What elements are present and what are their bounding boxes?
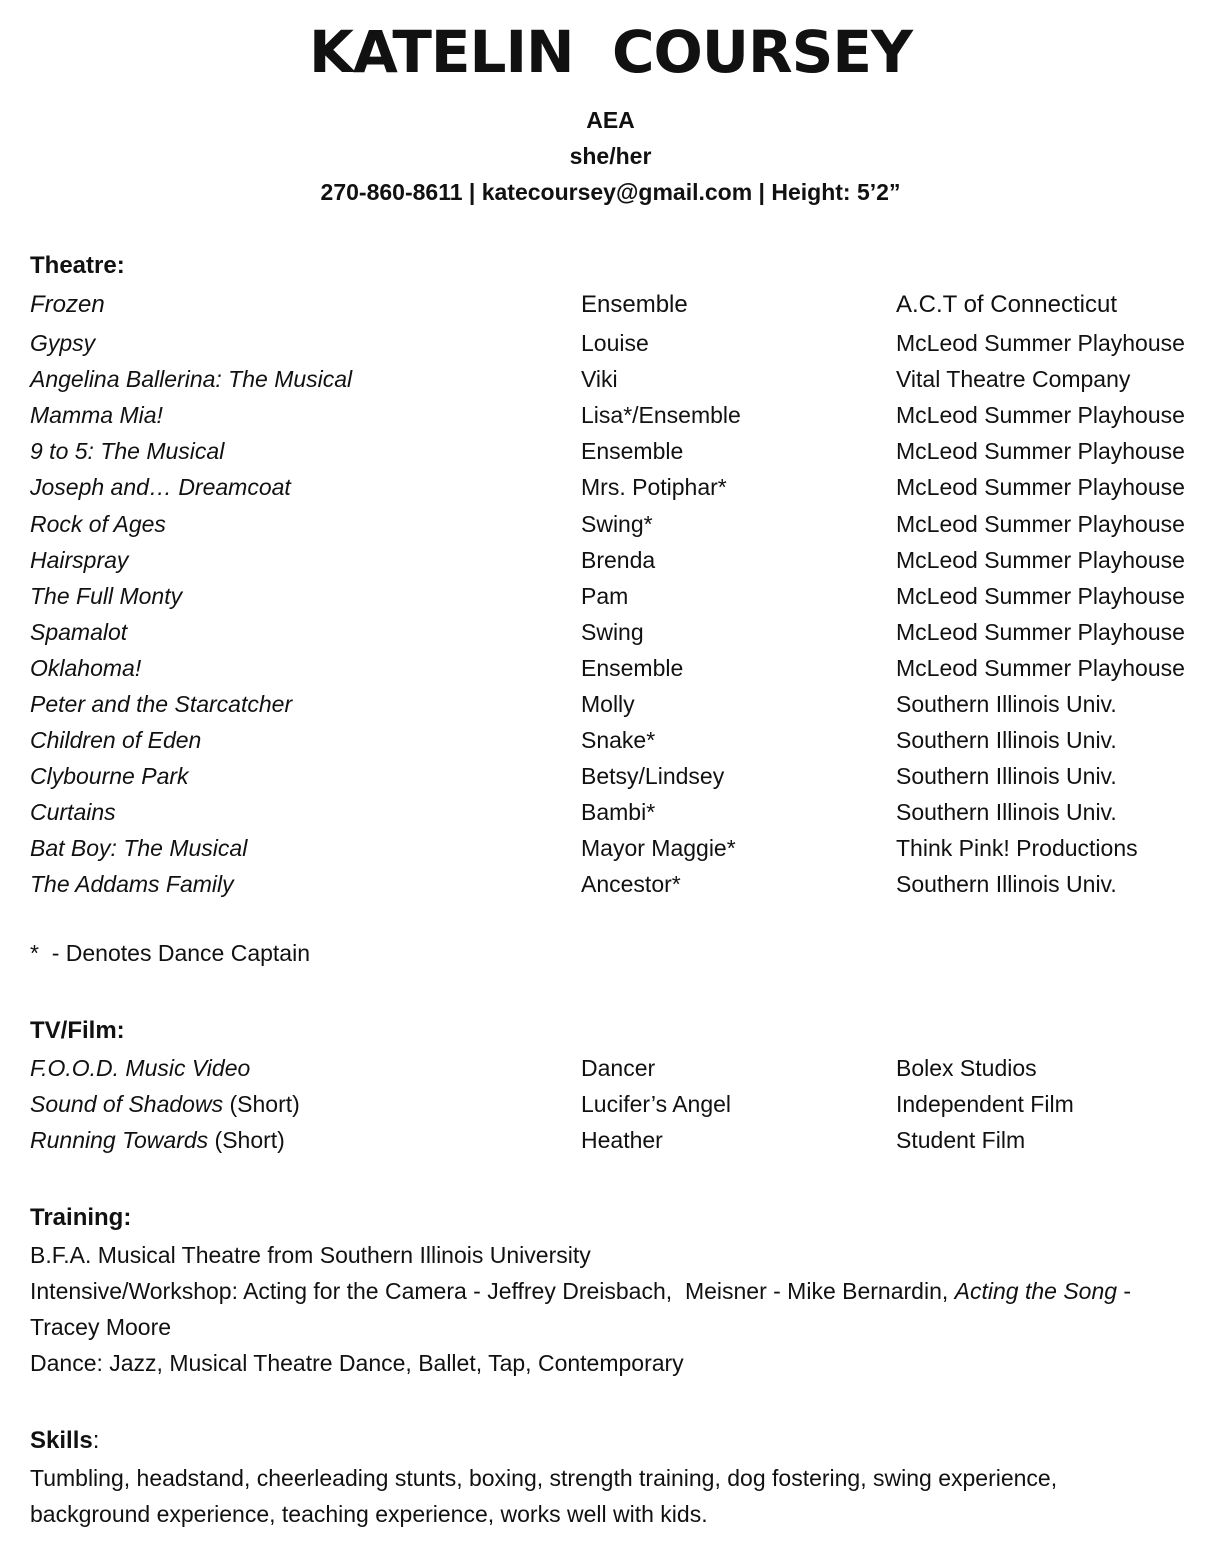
show-title: Clybourne Park — [30, 763, 189, 789]
company: A.C.T of Connecticut — [896, 291, 1117, 318]
role: Ensemble — [581, 655, 684, 681]
company: Vital Theatre Company — [896, 366, 1131, 392]
show-title: The Addams Family — [30, 871, 234, 897]
show-title: Spamalot — [30, 619, 128, 645]
theatre-row — [0, 506, 1221, 542]
role: Snake* — [581, 727, 656, 753]
show-title: Angelina Ballerina: The Musical — [30, 366, 353, 392]
title-cell — [30, 1086, 300, 1122]
tvfilm-row — [0, 1050, 1221, 1086]
company: McLeod Summer Playhouse — [896, 655, 1185, 681]
training-degree: B.F.A. Musical Theatre from Southern Illinois University — [30, 1242, 591, 1268]
show-title: Frozen — [30, 291, 105, 318]
theatre-row — [0, 433, 1221, 469]
workshop-text: Intensive/Workshop: Acting for the Camera - Jeffrey Dreisbach, Meisner - Mike Bernardin, — [30, 1278, 955, 1304]
skills-line-2: background experience, teaching experience, works well with kids. — [30, 1501, 708, 1527]
training-dance: Dance: Jazz, Musical Theatre Dance, Ballet, Tap, Contemporary — [30, 1350, 684, 1376]
role: Betsy/Lindsey — [581, 763, 725, 789]
workshop-separator: - — [1117, 1278, 1132, 1304]
theatre-row — [0, 578, 1221, 614]
show-title: Gypsy — [30, 330, 96, 356]
film-format: (Short) — [223, 1091, 300, 1117]
contact-line: 270-860-8611 | katecoursey@gmail.com | Height: 5’2” — [320, 179, 901, 205]
union-affiliation: AEA — [586, 107, 635, 133]
company: Think Pink! Productions — [896, 835, 1138, 861]
show-title: Joseph and… Dreamcoat — [30, 474, 291, 500]
training-workshops — [30, 1273, 1131, 1309]
show-title: Peter and the Starcatcher — [30, 691, 293, 717]
training-heading: Training: — [30, 1204, 132, 1231]
theatre-row — [0, 397, 1221, 433]
company: Independent Film — [896, 1091, 1074, 1117]
theatre-row — [0, 650, 1221, 686]
workshop-course: Acting the Song — [954, 1278, 1118, 1304]
company: McLeod Summer Playhouse — [896, 474, 1185, 500]
theatre-row — [0, 722, 1221, 758]
theatre-heading: Theatre: — [30, 252, 125, 279]
role: Ensemble — [581, 438, 684, 464]
show-title: Mamma Mia! — [30, 402, 163, 428]
performer-name: KATELIN COURSEY — [309, 18, 912, 86]
role: Ancestor* — [581, 871, 681, 897]
role: Ensemble — [581, 291, 688, 318]
skills-line-1: Tumbling, headstand, cheerleading stunts, boxing, strength training, dog fostering, swing experience, — [30, 1465, 1058, 1491]
role: Lucifer’s Angel — [581, 1091, 732, 1117]
theatre-row — [0, 830, 1221, 866]
film-format: (Short) — [208, 1127, 285, 1153]
company: McLeod Summer Playhouse — [896, 438, 1185, 464]
company: McLeod Summer Playhouse — [896, 330, 1185, 356]
theatre-row — [0, 325, 1221, 361]
dance-captain-footnote: * - Denotes Dance Captain — [30, 940, 310, 966]
role: Mayor Maggie* — [581, 835, 736, 861]
theatre-row — [0, 866, 1221, 902]
theatre-row — [0, 287, 1221, 323]
pronouns: she/her — [569, 143, 652, 169]
role: Lisa*/Ensemble — [581, 402, 741, 428]
company: Southern Illinois Univ. — [896, 763, 1117, 789]
role: Mrs. Potiphar* — [581, 474, 727, 500]
show-title: The Full Monty — [30, 583, 183, 609]
role: Molly — [581, 691, 635, 717]
show-title: Oklahoma! — [30, 655, 142, 681]
film-title: Running Towards — [30, 1127, 209, 1153]
role: Viki — [581, 366, 618, 392]
company: Bolex Studios — [896, 1055, 1037, 1081]
tvfilm-heading: TV/Film: — [30, 1017, 125, 1044]
theatre-row — [0, 794, 1221, 830]
company: McLeod Summer Playhouse — [896, 619, 1185, 645]
company: McLeod Summer Playhouse — [896, 402, 1185, 428]
company: Southern Illinois Univ. — [896, 871, 1117, 897]
company: Student Film — [896, 1127, 1026, 1153]
role: Pam — [581, 583, 629, 609]
training-workshop-instructor: Tracey Moore — [30, 1314, 172, 1340]
company: McLeod Summer Playhouse — [896, 547, 1185, 573]
company: Southern Illinois Univ. — [896, 727, 1117, 753]
role: Dancer — [581, 1055, 656, 1081]
skills-heading — [30, 1426, 99, 1456]
role: Heather — [581, 1127, 663, 1153]
company: Southern Illinois Univ. — [896, 799, 1117, 825]
show-title: Bat Boy: The Musical — [30, 835, 248, 861]
title-cell — [30, 1122, 285, 1158]
film-title: Sound of Shadows — [30, 1091, 224, 1117]
role: Swing — [581, 619, 644, 645]
theatre-row — [0, 758, 1221, 794]
show-title: Curtains — [30, 799, 116, 825]
show-title: Hairspray — [30, 547, 129, 573]
role: Swing* — [581, 511, 653, 537]
skills-title: Skills — [30, 1427, 93, 1454]
tvfilm-row — [0, 1086, 1221, 1122]
show-title: Children of Eden — [30, 727, 202, 753]
company: McLeod Summer Playhouse — [896, 583, 1185, 609]
show-title: Rock of Ages — [30, 511, 166, 537]
title-cell — [30, 1050, 250, 1086]
theatre-row — [0, 542, 1221, 578]
tvfilm-row — [0, 1122, 1221, 1158]
company: Southern Illinois Univ. — [896, 691, 1117, 717]
role: Louise — [581, 330, 649, 356]
role: Bambi* — [581, 799, 656, 825]
show-title: 9 to 5: The Musical — [30, 438, 225, 464]
theatre-row — [0, 361, 1221, 397]
film-title: F.O.O.D. Music Video — [30, 1055, 251, 1081]
theatre-row — [0, 686, 1221, 722]
role: Brenda — [581, 547, 656, 573]
skills-colon: : — [92, 1427, 100, 1454]
company: McLeod Summer Playhouse — [896, 511, 1185, 537]
theatre-row — [0, 469, 1221, 505]
theatre-row — [0, 614, 1221, 650]
